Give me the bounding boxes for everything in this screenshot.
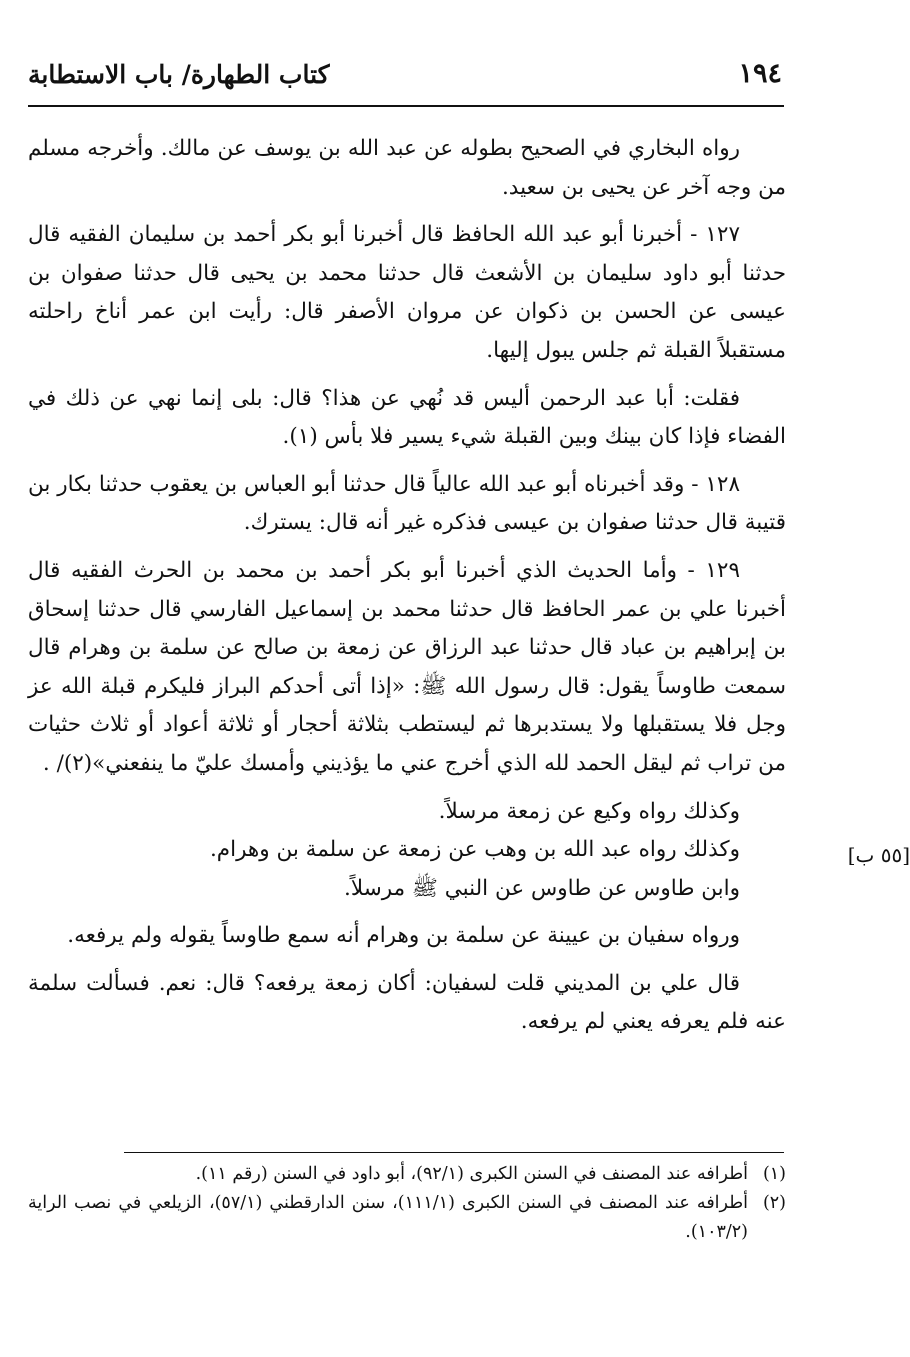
- footnote-number: (٢): [762, 1193, 786, 1213]
- paragraph: وابن طاوس عن طاوس عن النبي ﷺ مرسلاً.: [344, 875, 740, 901]
- manuscript-folio-note: [٥٥ ب]: [847, 843, 910, 867]
- running-title: كتاب الطهارة/ باب الاستطابة: [28, 60, 330, 89]
- page-number: ١٩٤: [738, 58, 782, 89]
- paragraph: فقلت: أبا عبد الرحمن أليس قد نُهي عن هذا؟ قال: بلى إنما نهي عن ذلك في الفضاء فإذا كان بينك وبين القبلة شيء يسير فلا بأس (١).: [28, 385, 786, 450]
- main-text: [28, 130, 786, 1051]
- footnote-rule: [124, 1152, 784, 1153]
- footnote: [28, 1189, 786, 1247]
- paragraph: قال علي بن المديني قلت لسفيان: أكان زمعة يرفعه؟ قال: نعم. فسألت سلمة عنه فلم يعرفه يعني لم يرفعه.: [28, 970, 786, 1035]
- paragraph: ١٢٨ - وقد أخبرناه أبو عبد الله عالياً قال حدثنا أبو العباس بن يعقوب حدثنا بكار بن قتيبة قال حدثنا صفوان بن عيسى فذكره غير أنه قال: يسترك.: [28, 471, 786, 536]
- paragraph: ١٢٩ - وأما الحديث الذي أخبرنا أبو بكر أحمد بن محمد بن الحرث الفقيه قال أخبرنا علي بن عمر الحافظ قال حدثنا محمد بن إسماعيل الفارسي قال حدثنا إسحاق بن إبراهيم بن عباد قال حدثنا عبد الرزاق عن زمعة بن صالح عن سلمة بن وهرام قال سمعت طاوساً يقول: قال رسول الله ﷺ: «إذا أتى أحدكم البراز فليكرم قبلة الله عز وجل فلا يستقبلها ولا يستدبرها ثم ليستطب بثلاثة أحجار أو ثلاثة أعواد أو ثلاث حثيات من تراب ثم ليقل الحمد لله الذي أخرج عني ما يؤذيني وأمسك عليّ ما ينفعني»(٢)/ .: [28, 557, 786, 776]
- header-rule: [28, 105, 784, 107]
- paragraph: رواه البخاري في الصحيح بطوله عن عبد الله بن يوسف عن مالك. وأخرجه مسلم من وجه آخر عن يحيى بن سعيد.: [28, 136, 786, 200]
- footnote-number: (١): [762, 1164, 786, 1184]
- footnotes: [28, 1160, 786, 1247]
- page-header: [28, 58, 784, 98]
- paragraph: ١٢٧ - أخبرنا أبو عبد الله الحافظ قال أخبرنا أبو بكر أحمد بن سليمان الفقيه قال حدثنا أبو داود سليمان بن الأشعث قال حدثنا محمد بن يحيى قال حدثنا صفوان بن عيسى عن الحسن بن ذكوان عن مروان الأصفر قال: رأيت ابن عمر أناخ راحلته مستقبلاً القبلة ثم جلس يبول إليها.: [28, 222, 786, 363]
- footnote: [28, 1160, 786, 1189]
- paragraph: وكذلك رواه عبد الله بن وهب عن زمعة عن سلمة بن وهرام.: [209, 837, 740, 863]
- paragraph: وكذلك رواه وكيع عن زمعة مرسلاً.: [438, 798, 740, 824]
- paragraph: ورواه سفيان بن عيينة عن سلمة بن وهرام أنه سمع طاوساً يقوله ولم يرفعه.: [67, 923, 740, 949]
- footnote-text: أطرافه عند المصنف في السنن الكبرى (١١١/١)، سنن الدارقطني (٥٧/١)، الزيلعي في نصب الراية (١٠٣/٢).: [28, 1193, 748, 1242]
- footnote-text: أطرافه عند المصنف في السنن الكبرى (٩٢/١)، أبو داود في السنن (رقم ١١).: [195, 1164, 748, 1184]
